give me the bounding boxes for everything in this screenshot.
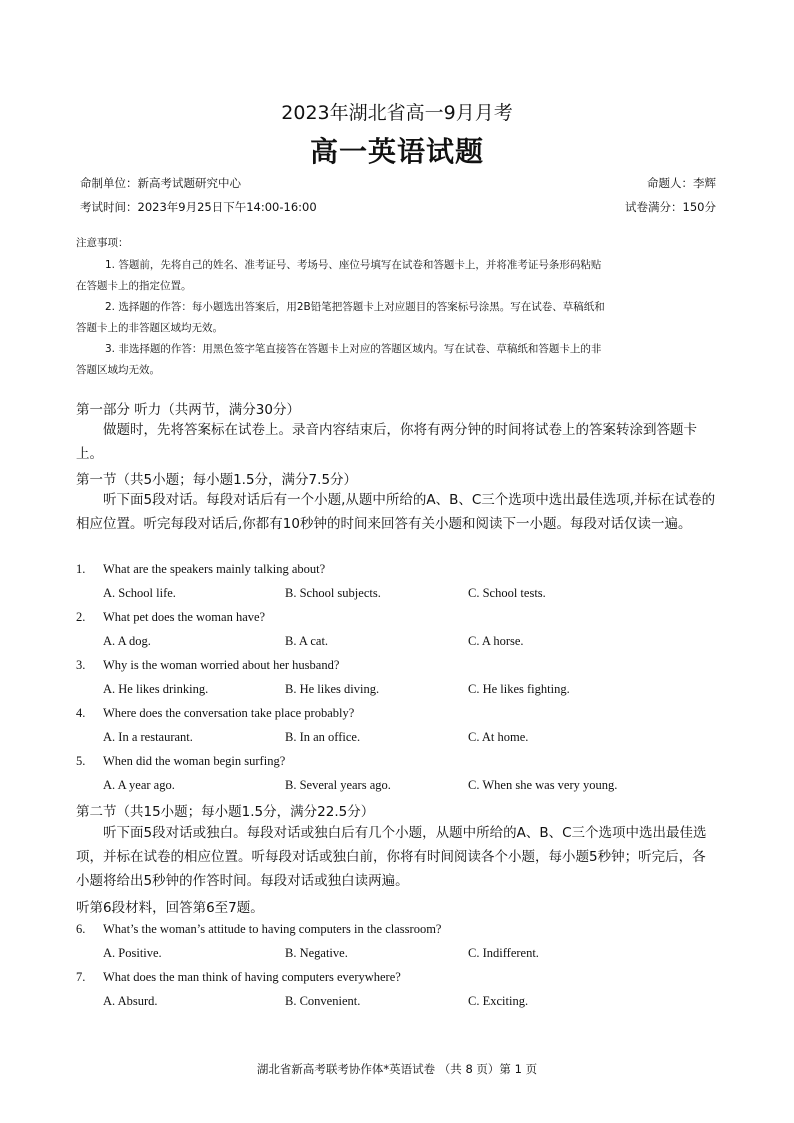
question-text: What does the man think of having computers everywhere? — [103, 970, 401, 984]
question-text: When did the woman begin surfing? — [103, 754, 286, 768]
option-b: B. School subjects. — [285, 586, 381, 600]
notice-line: 在答题卡上的指定位置。 — [76, 280, 192, 292]
notice-line: 答题卡上的非答题区域均无效。 — [76, 322, 223, 334]
question-number: 6. — [76, 922, 86, 936]
question-number: 3. — [76, 658, 86, 672]
notice-line: 2. 选择题的作答：每小题选出答案后，用2B铅笔把答题卡上对应题目的答案标号涂黑。写在试卷、草稿纸和 — [105, 301, 605, 313]
question-text: What are the speakers mainly talking about? — [103, 562, 326, 576]
part1-intro: 做题时，先将答案标在试卷上。录音内容结束后，你将有两分钟的时间将试卷上的答案转涂到答题卡上。 — [76, 422, 697, 462]
option-a: A. He likes drinking. — [103, 682, 209, 696]
option-b: B. A cat. — [285, 634, 329, 648]
notice-line: 1. 答题前，先将自己的姓名、准考证号、考场号、座位号填写在试卷和答题卡上，并将准考证号条形码粘贴 — [105, 259, 602, 271]
part1-heading: 第一部分 听力（共两节，满分30分） — [76, 402, 300, 418]
question-text: Where does the conversation take place probably? — [103, 706, 355, 720]
material-label: 听第6段材料，回答第6至7题。 — [76, 900, 264, 916]
option-b: B. Several years ago. — [285, 778, 391, 792]
section2-intro: 听下面5段对话或独白。每段对话或独白后有几个小题，从题中所给的A、B、C三个选项中选出最佳选项，并标在试卷的相应位置。听每段对话或独白前，你将有时间阅读各个小题，每小题5秒钟；听完后，各小题将给出5秒钟的作答时间。每段对话或独白读两遍。 — [76, 825, 707, 889]
option-c: C. He likes fighting. — [468, 682, 570, 696]
option-a: A. Positive. — [103, 946, 162, 960]
option-a: A. School life. — [103, 586, 176, 600]
exam-title: 2023年湖北省高一9月月考 — [281, 102, 513, 124]
option-c: C. At home. — [468, 730, 529, 744]
question-number: 7. — [76, 970, 86, 984]
subject-title: 高一英语试题 — [309, 135, 484, 168]
page-footer: 湖北省新高考联考协作体*英语试卷 （共 8 页）第 1 页 — [256, 1062, 538, 1076]
option-a: A. A year ago. — [103, 778, 175, 792]
option-a: A. In a restaurant. — [103, 730, 193, 744]
option-c: C. A horse. — [468, 634, 524, 648]
question-number: 4. — [76, 706, 86, 720]
option-c: C. School tests. — [468, 586, 546, 600]
option-c: C. Exciting. — [468, 994, 529, 1008]
notice-heading: 注意事项： — [76, 237, 129, 249]
option-c: C. Indifferent. — [468, 946, 539, 960]
question-number: 1. — [76, 562, 86, 576]
section2-heading: 第二节（共15小题；每小题1.5分，满分22.5分） — [76, 804, 375, 820]
option-b: B. In an office. — [285, 730, 361, 744]
option-c: C. When she was very young. — [468, 778, 618, 792]
question-number: 5. — [76, 754, 86, 768]
question-number: 2. — [76, 610, 86, 624]
exam-time: 考试时间：2023年9月25日下午14:00-16:00 — [80, 200, 317, 214]
option-b: B. Convenient. — [285, 994, 361, 1008]
option-b: B. He likes diving. — [285, 682, 380, 696]
question-text: Why is the woman worried about her husband? — [103, 658, 340, 672]
notice-line: 答题区域均无效。 — [76, 364, 160, 376]
question-text: What’s the woman’s attitude to having computers in the classroom? — [103, 922, 442, 936]
question-text: What pet does the woman have? — [103, 610, 266, 624]
option-a: A. Absurd. — [103, 994, 158, 1008]
option-b: B. Negative. — [285, 946, 348, 960]
section1-intro: 听下面5段对话。每段对话后有一个小题,从题中所给的A、B、C三个选项中选出最佳选项,并标在试卷的相应位置。听完每段对话后,你都有10秒钟的时间来回答有关小题和阅读下一小题。每段对话仅读一遍。 — [76, 492, 716, 532]
compiler-unit: 命制单位：新高考试题研究中心 — [80, 176, 241, 190]
full-score: 试卷满分：150分 — [625, 200, 716, 214]
section1-heading: 第一节（共5小题；每小题1.5分，满分7.5分） — [76, 472, 358, 488]
notice-line: 3. 非选择题的作答：用黑色签字笔直接答在答题卡上对应的答题区域内。写在试卷、草稿纸和答题卡上的非 — [105, 343, 602, 355]
option-a: A. A dog. — [103, 634, 151, 648]
question-setter: 命题人：李辉 — [647, 176, 716, 190]
